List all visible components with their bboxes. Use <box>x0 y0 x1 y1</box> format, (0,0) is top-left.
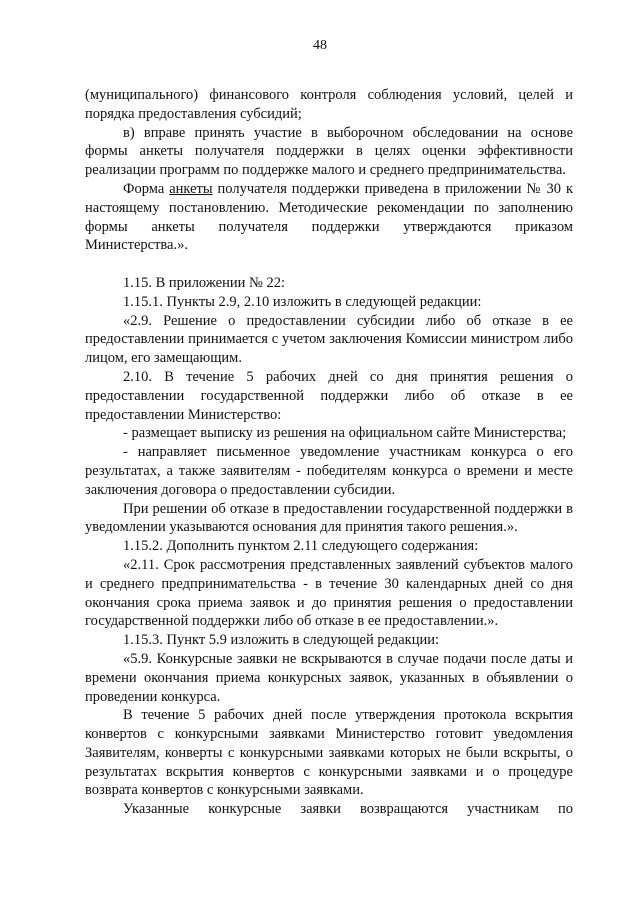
paragraph-dash-2: - направляет письменное уведомление участникам конкурса о его результатах, а также заявителям - победителям конкурса о времени и месте заключения договора о предоставлении субсидии. <box>85 444 573 498</box>
paragraph-return: Указанные конкурсные заявки возвращаются участникам по <box>123 801 573 818</box>
paragraph-continuation: (муниципального) финансового контроля соблюдения условий, целей и порядка предоставления субсидий; <box>85 87 573 122</box>
paragraph-refusal: При решении об отказе в предоставлении государственной поддержки в уведомлении указываются основания для принятия такого решения.». <box>85 500 573 536</box>
paragraph-2-11: «2.11. Срок рассмотрения представленных заявлений субъектов малого и среднего предпринимательства - в течение 30 календарных дней со дня окончания срока приема заявок и до принятия решения о предоставлении государственной поддержки либо об отказе в ее предоставлении.». <box>85 556 573 630</box>
paragraph-2-9: «2.9. Решение о предоставлении субсидии либо об отказе в ее предоставлении принимается с учетом заключения Комиссии министром либо лицом, его замещающим. <box>85 312 573 367</box>
paragraph-dash-1: - размещает выписку из решения на официальном сайте Министерства; <box>123 425 567 442</box>
underlined-word: анкеты <box>169 180 213 197</box>
paragraph-2-10: 2.10. В течение 5 рабочих дней со дня принятия решения о предоставлении государственной поддержки либо об отказе в ее предоставлении Министерство: <box>85 368 573 423</box>
paragraph-form-note <box>85 180 573 255</box>
paragraph-1-15-1: 1.15.1. Пункты 2.9, 2.10 изложить в следующей редакции: <box>123 293 482 310</box>
paragraph-notification: В течение 5 рабочих дней после утверждения протокола вскрытия конвертов с конкурсными заявками Министерство готовит уведомления Заявителям, конверты с конкурсными заявками которых не были вскрыты, о результатах вскрытия конвертов с конкурсными заявками и о процедуре возврата конвертов с конкурсными заявками. <box>85 707 573 799</box>
document-body <box>85 86 573 819</box>
paragraph-5-9: «5.9. Конкурсные заявки не вскрываются в случае подачи после даты и времени окончания приема конкурсных заявок, указанных в объявлении о проведении конкурса. <box>85 650 573 705</box>
paragraph-1-15-3: 1.15.3. Пункт 5.9 изложить в следующей редакции: <box>123 632 440 649</box>
paragraph-item-v: в) вправе принять участие в выборочном обследовании на основе формы анкеты получателя поддержки в целях оценки эффективности реализации программ по поддержке малого и среднего предпринимательства. <box>85 124 573 179</box>
paragraph-1-15: 1.15. В приложении № 22: <box>123 274 285 291</box>
text-run: Форма <box>123 180 170 197</box>
paragraph-1-15-2: 1.15.2. Дополнить пунктом 2.11 следующего содержания: <box>123 538 479 555</box>
text-run: получателя поддержки приведена в приложении № 30 к настоящему постановлению. Методические рекомендации по заполнению формы анкеты получателя поддержки утверждаются приказом Министерства.». <box>85 180 574 254</box>
blank-line <box>85 255 573 274</box>
page-number: 48 <box>313 38 327 53</box>
